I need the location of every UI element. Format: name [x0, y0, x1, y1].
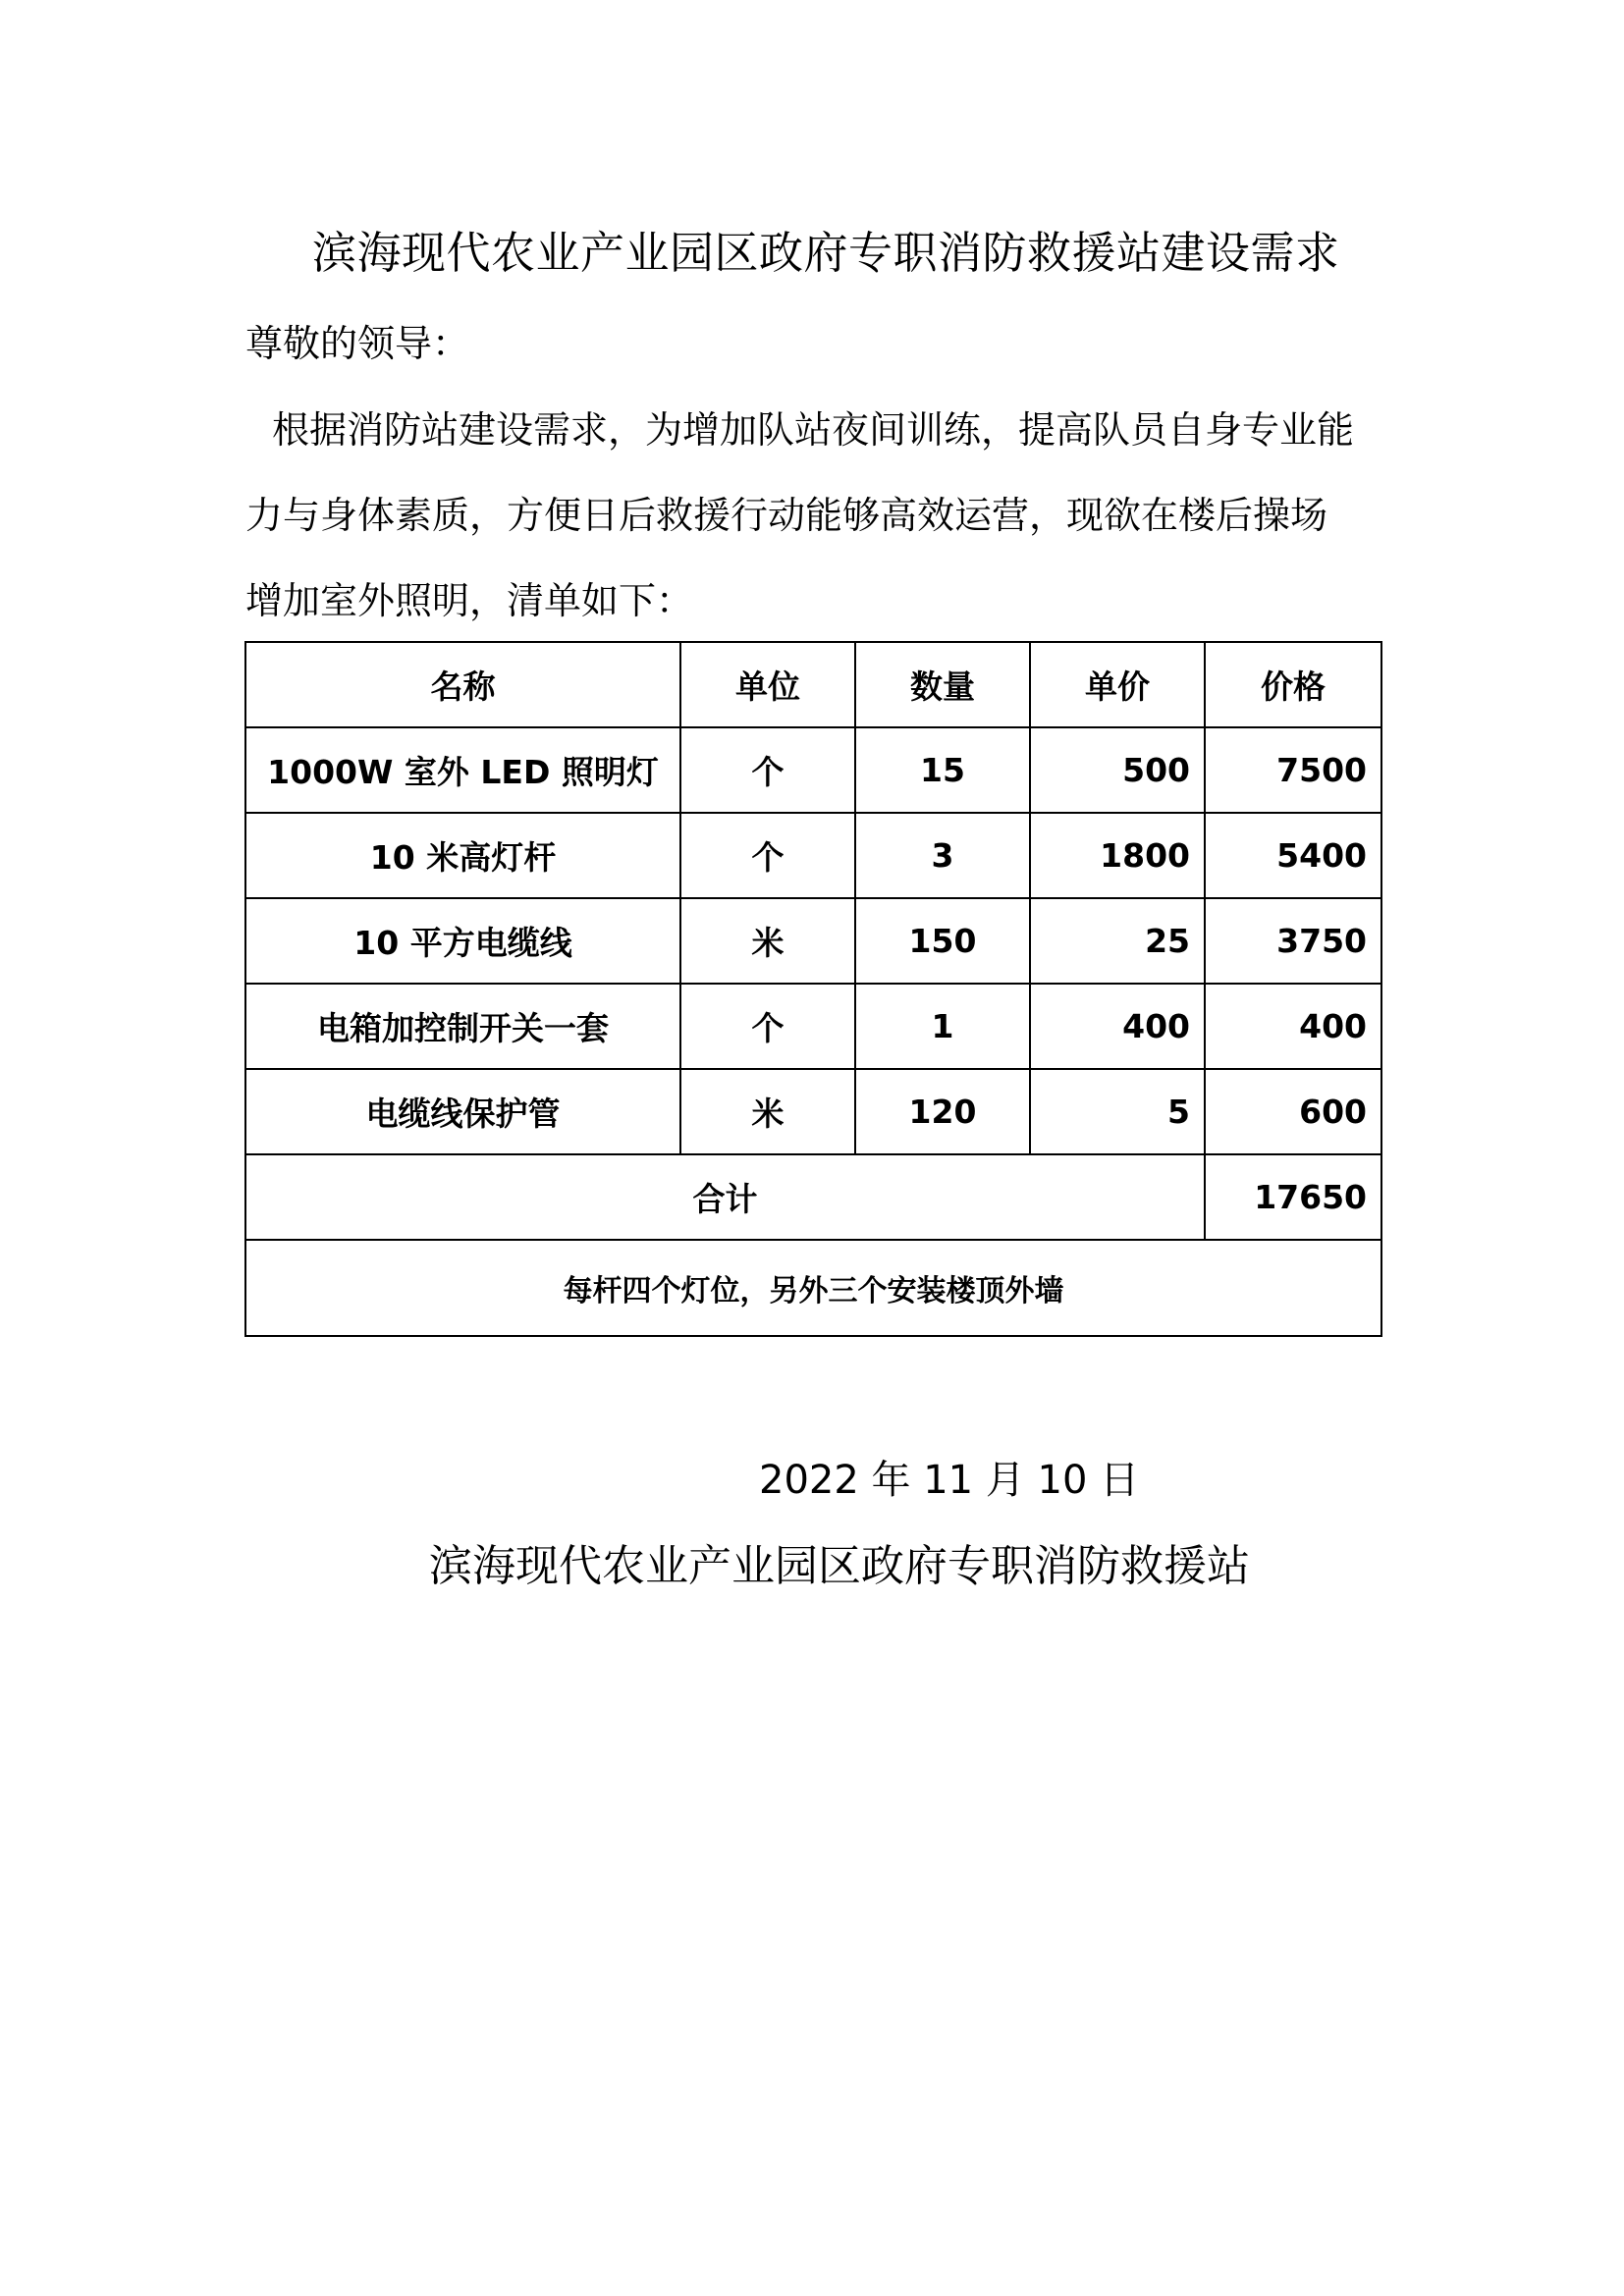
item-price: 3750: [1205, 898, 1381, 984]
item-name: 电箱加控制开关一套: [245, 984, 680, 1069]
table-note: 每杆四个灯位，另外三个安装楼顶外墙: [245, 1240, 1381, 1336]
table-row: [245, 984, 1381, 1069]
table-row: [245, 813, 1381, 898]
item-unit: 米: [680, 1069, 855, 1154]
body-paragraph-line: 增加室外照明，清单如下：: [245, 579, 694, 622]
header-price: 价格: [1205, 642, 1381, 727]
item-quantity: 1: [855, 984, 1030, 1069]
document-title: 滨海现代农业产业园区政府专职消防救援站建设需求: [312, 227, 1340, 279]
item-name: 10 平方电缆线: [245, 898, 680, 984]
item-quantity: 15: [855, 727, 1030, 813]
item-price: 400: [1205, 984, 1381, 1069]
table-row: [245, 898, 1381, 984]
item-quantity: 3: [855, 813, 1030, 898]
item-price: 600: [1205, 1069, 1381, 1154]
header-quantity: 数量: [855, 642, 1030, 727]
equipment-list-table: [244, 641, 1382, 1337]
table-header-row: [245, 642, 1381, 727]
body-paragraph-line: 根据消防站建设需求，为增加队站夜间训练，提高队员自身专业能: [272, 408, 1355, 452]
total-row: [245, 1154, 1381, 1240]
item-unit-price: 25: [1030, 898, 1205, 984]
item-unit: 个: [680, 813, 855, 898]
item-unit-price: 400: [1030, 984, 1205, 1069]
item-unit: 个: [680, 727, 855, 813]
item-name: 10 米高灯杆: [245, 813, 680, 898]
total-label: 合计: [245, 1154, 1205, 1240]
document-date: 2022 年 11 月 10 日: [759, 1458, 1140, 1503]
item-unit-price: 500: [1030, 727, 1205, 813]
header-unit: 单位: [680, 642, 855, 727]
salutation: 尊敬的领导：: [245, 322, 470, 365]
body-paragraph-line: 力与身体素质，方便日后救援行动能够高效运营，现欲在楼后操场: [245, 494, 1328, 537]
item-unit: 个: [680, 984, 855, 1069]
item-unit-price: 1800: [1030, 813, 1205, 898]
header-name: 名称: [245, 642, 680, 727]
note-row: [245, 1240, 1381, 1336]
total-value: 17650: [1205, 1154, 1381, 1240]
table-row: [245, 1069, 1381, 1154]
item-name: 电缆线保护管: [245, 1069, 680, 1154]
item-price: 7500: [1205, 727, 1381, 813]
item-quantity: 150: [855, 898, 1030, 984]
item-price: 5400: [1205, 813, 1381, 898]
header-unit-price: 单价: [1030, 642, 1205, 727]
signature-organization: 滨海现代农业产业园区政府专职消防救援站: [429, 1541, 1250, 1591]
item-quantity: 120: [855, 1069, 1030, 1154]
item-unit-price: 5: [1030, 1069, 1205, 1154]
item-unit: 米: [680, 898, 855, 984]
table-row: [245, 727, 1381, 813]
item-name: 1000W 室外 LED 照明灯: [245, 727, 680, 813]
